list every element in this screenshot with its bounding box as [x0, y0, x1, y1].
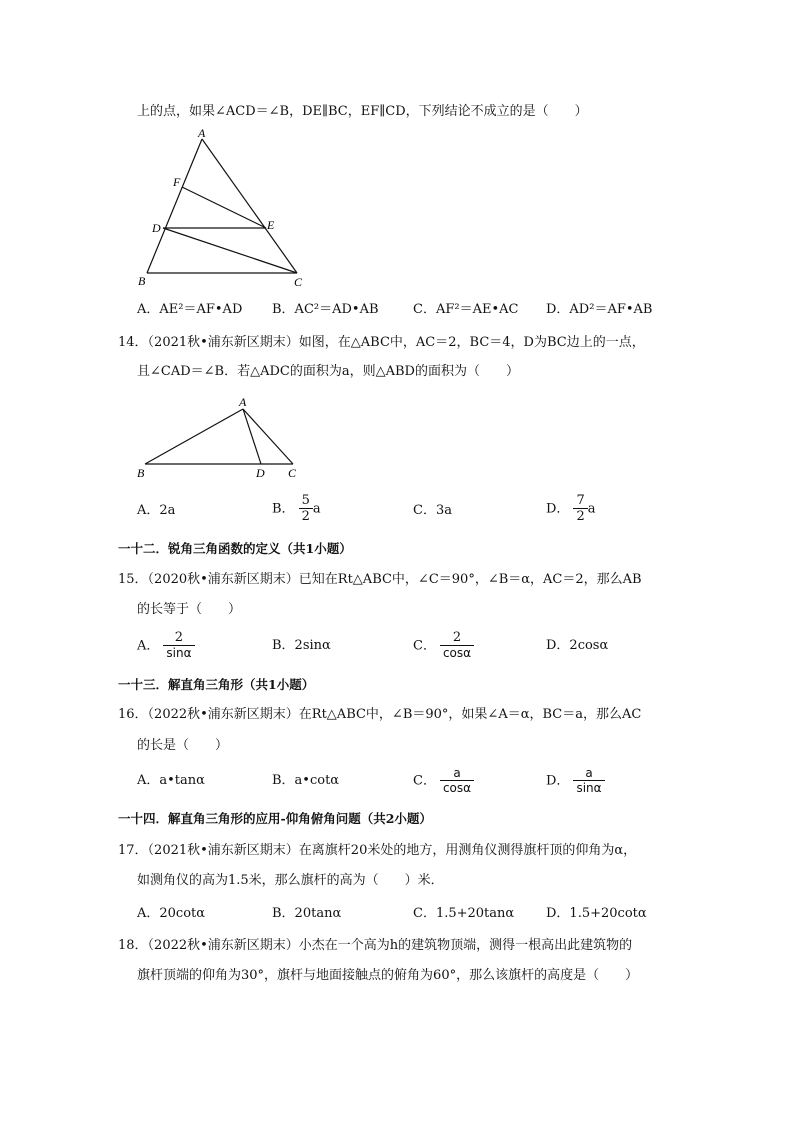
q14-label-b: B — [137, 466, 145, 480]
q15-option-c-prefix: C． — [413, 638, 436, 654]
q16-option-b[interactable]: B．a•cotα — [272, 773, 340, 788]
q13-line-dc — [163, 228, 297, 273]
q14-line-ac — [243, 409, 293, 464]
q16-stem-line1: 16．（2022秋•浦东新区期末）在Rt△ABC中，∠B＝90°，如果∠A＝α，BC＝a，那么AC — [118, 707, 642, 722]
q17-stem-line2: 如测角仪的高为1.5米，那么旗杆的高为（ ）米． — [137, 873, 444, 888]
q13-figure — [130, 126, 320, 291]
q14-option-b-suffix: a — [312, 501, 321, 517]
q16-option-c-den: cosα — [442, 781, 472, 795]
q13-option-d[interactable]: D．AD²＝AF•AB — [546, 302, 653, 317]
q16-option-a[interactable]: A．a•tanα — [137, 773, 205, 788]
section-14-heading: 一十四．解直角三角形的应用-仰角俯角问题（共2小题） — [118, 811, 432, 826]
q14-label-a: A — [239, 395, 247, 409]
q14-option-b[interactable] — [272, 494, 321, 524]
q14-stem-line2: 且∠CAD＝∠B．若△ADC的面积为a，则△ABD的面积为（ ） — [137, 364, 519, 379]
q13-option-c[interactable]: C．AF²＝AE•AC — [413, 302, 519, 317]
q13-label-b: B — [138, 274, 146, 288]
q13-line-fe — [182, 187, 266, 228]
q13-label-e: E — [267, 218, 275, 232]
q16-stem-line2: 的长是（ ） — [137, 738, 229, 753]
q18-stem-line2: 旗杆顶端的仰角为30°，旗杆与地面接触点的俯角为60°，那么该旗杆的高度是（ ） — [137, 968, 639, 983]
q18-stem-line1: 18．（2022秋•浦东新区期末）小杰在一个高为h的建筑物顶端，测得一根高出此建筑物的 — [118, 938, 633, 953]
q13-label-c: C — [294, 275, 303, 289]
q13-option-b[interactable]: B．AC²＝AD•AB — [272, 302, 379, 317]
q16-option-c-prefix: C． — [413, 773, 436, 789]
q16-option-d-num: a — [573, 766, 604, 781]
q17-option-a[interactable]: A．20cotα — [137, 906, 206, 921]
q13-line-ac — [202, 139, 297, 273]
q16-option-d[interactable] — [546, 766, 605, 796]
q14-option-d-prefix: D． — [546, 501, 570, 517]
q15-option-a[interactable] — [137, 631, 195, 661]
q16-option-d-fraction — [573, 766, 604, 796]
q15-option-a-prefix: A． — [137, 638, 160, 654]
q14-stem-line1: 14．（2021秋•浦东新区期末）如图，在△ABC中，AC＝2，BC＝4，D为BC边上的一点， — [118, 335, 645, 350]
q16-option-c-fraction — [440, 766, 474, 796]
q13-label-a: A — [198, 126, 206, 140]
q14-option-d-num: 7 — [573, 494, 587, 509]
q16-option-d-prefix: D． — [546, 773, 570, 789]
q15-option-d[interactable]: D．2cosα — [546, 638, 609, 653]
q17-option-c[interactable]: C．1.5+20tanα — [413, 906, 515, 921]
q13-label-f: F — [173, 175, 181, 189]
q14-option-b-num: 5 — [299, 494, 313, 509]
q14-option-d[interactable] — [546, 494, 595, 524]
q13-label-d: D — [152, 221, 161, 235]
q17-stem-line1: 17．（2021秋•浦东新区期末）在离旗杆20米处的地方，用测角仪测得旗杆顶的仰角为α， — [118, 843, 637, 858]
q14-option-b-den: 2 — [301, 509, 310, 524]
q15-stem-line1: 15．（2020秋•浦东新区期末）已知在Rt△ABC中，∠C＝90°，∠B＝α，AC＝2，那么AB — [118, 572, 642, 587]
q17-option-b[interactable]: B．20tanα — [272, 906, 342, 921]
q16-option-c[interactable] — [413, 766, 474, 796]
q14-option-d-den: 2 — [576, 509, 585, 524]
q15-option-b[interactable]: B．2sinα — [272, 638, 331, 653]
q14-label-c: C — [288, 466, 297, 480]
q15-option-c-fraction — [440, 631, 474, 661]
q15-option-c[interactable] — [413, 631, 474, 661]
q14-option-b-fraction — [299, 494, 313, 524]
q15-option-a-den: sinα — [166, 646, 192, 660]
q15-option-a-num: 2 — [163, 631, 194, 646]
q15-option-c-num: 2 — [440, 631, 474, 646]
q14-option-b-prefix: B． — [272, 501, 295, 517]
q15-option-a-fraction — [163, 631, 194, 661]
q14-line-ad — [243, 409, 261, 464]
q14-option-c[interactable]: C．3a — [413, 503, 452, 518]
q15-option-c-den: cosα — [442, 646, 472, 660]
q14-option-d-fraction — [573, 494, 587, 524]
section-13-heading: 一十三．解直角三角形（共1小题） — [118, 677, 315, 692]
q15-stem-line2: 的长等于（ ） — [137, 602, 242, 617]
section-12-heading: 一十二．锐角三角函数的定义（共1小题） — [118, 541, 352, 556]
q14-line-ab — [145, 409, 243, 464]
q13-option-a[interactable]: A．AE²＝AF•AD — [137, 302, 243, 317]
q13-line-ab — [147, 139, 202, 273]
q14-label-d: D — [256, 466, 265, 480]
q13-stem: 上的点，如果∠ACD＝∠B，DE∥BC，EF∥CD，下列结论不成立的是（ ） — [137, 104, 588, 119]
q14-figure — [132, 393, 312, 485]
q14-option-a[interactable]: A．2a — [137, 503, 176, 518]
q16-option-d-den: sinα — [576, 781, 602, 795]
q16-option-c-num: a — [440, 766, 474, 781]
q14-option-d-suffix: a — [587, 501, 596, 517]
q17-option-d[interactable]: D．1.5+20cotα — [546, 906, 647, 921]
